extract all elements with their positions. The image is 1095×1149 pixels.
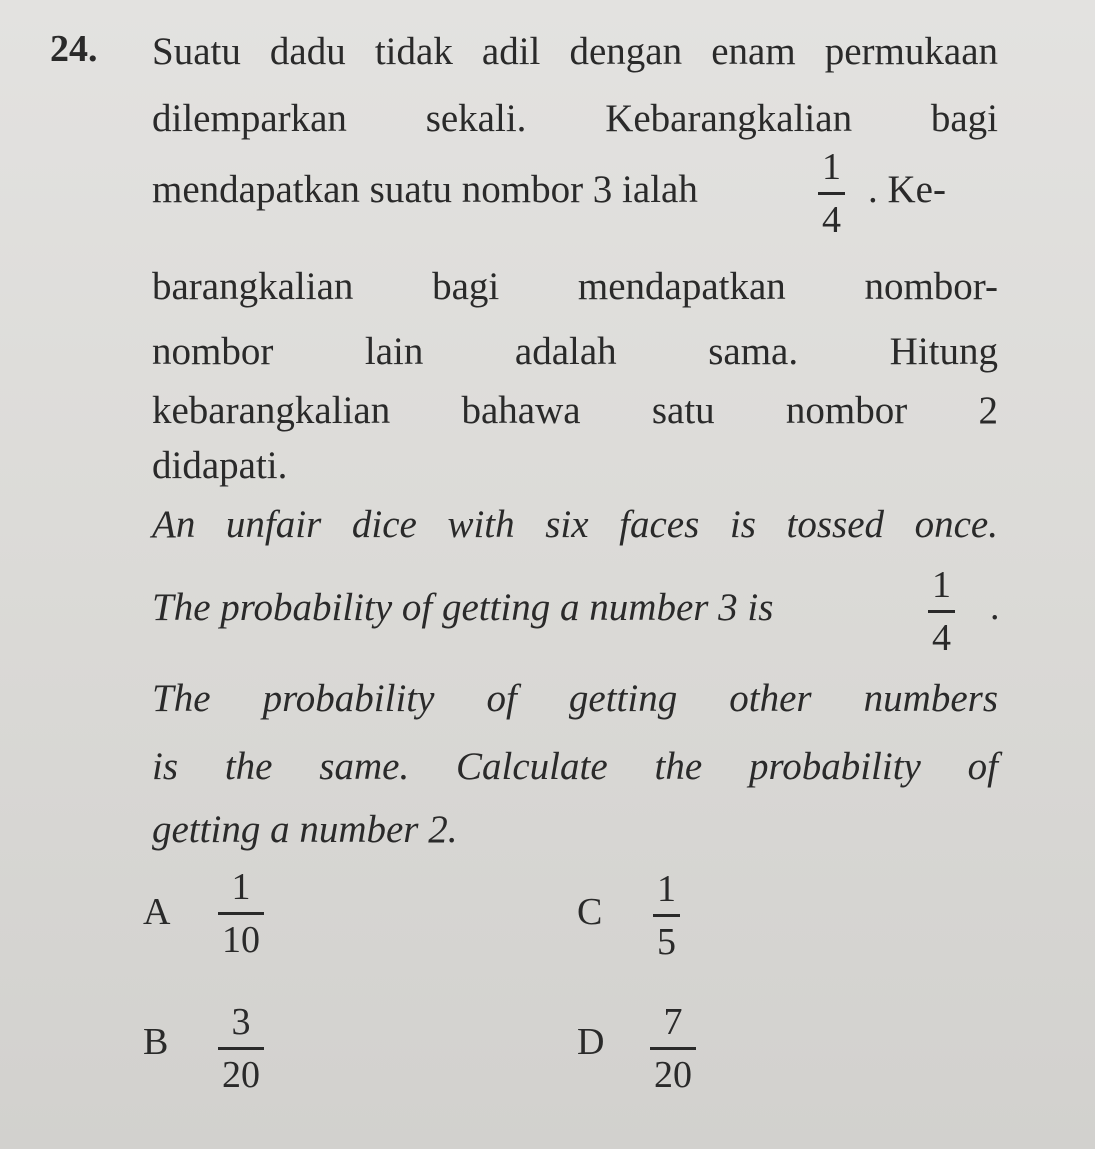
- option-c-fraction[interactable]: [653, 870, 680, 961]
- option-d-letter[interactable]: D: [577, 1021, 605, 1063]
- english-line-5: getting a number 2.: [152, 808, 458, 851]
- option-b-letter[interactable]: B: [143, 1021, 169, 1063]
- english-line-4: is the same. Calculate the probability of: [152, 745, 998, 788]
- fraction-denominator: 4: [932, 617, 951, 659]
- fraction-denominator: 10: [222, 919, 260, 961]
- option-c-letter[interactable]: C: [577, 891, 603, 933]
- english-line-2: The probability of getting a number 3 is: [152, 586, 774, 629]
- fraction-numerator: 1: [932, 564, 951, 606]
- malay-probability-fraction: [818, 148, 845, 239]
- malay-line-7: didapati.: [152, 444, 288, 487]
- fraction-numerator: 3: [231, 1001, 251, 1043]
- malay-line-3: mendapatkan suatu nombor 3 ialah: [152, 168, 698, 211]
- english-line-3: The probability of getting other numbers: [152, 677, 998, 720]
- malay-line-3-end: . Ke-: [868, 168, 946, 211]
- option-d-fraction[interactable]: [650, 1003, 696, 1094]
- option-a-letter[interactable]: A: [143, 891, 171, 933]
- english-probability-fraction: [928, 566, 955, 657]
- malay-line-5: nombor lain adalah sama. Hitung: [152, 330, 998, 373]
- fraction-numerator: 7: [663, 1001, 683, 1043]
- malay-line-6: kebarangkalian bahawa satu nombor 2: [152, 389, 998, 432]
- option-a-fraction[interactable]: [218, 868, 264, 959]
- fraction-denominator: 20: [222, 1054, 260, 1096]
- malay-line-4: barangkalian bagi mendapatkan nombor-: [152, 265, 998, 308]
- english-line-2-end: .: [990, 586, 1000, 628]
- english-line-1: An unfair dice with six faces is tossed once.: [152, 503, 998, 546]
- fraction-numerator: 1: [231, 866, 251, 908]
- option-b-fraction[interactable]: [218, 1003, 264, 1094]
- question-number: 24.: [50, 28, 98, 70]
- fraction-numerator: 1: [822, 146, 841, 188]
- fraction-denominator: 20: [654, 1054, 692, 1096]
- fraction-denominator: 4: [822, 199, 841, 241]
- fraction-numerator: 1: [657, 868, 676, 910]
- fraction-denominator: 5: [657, 921, 676, 963]
- malay-line-1: Suatu dadu tidak adil dengan enam permukaan: [152, 30, 998, 73]
- malay-line-2: dilemparkan sekali. Kebarangkalian bagi: [152, 97, 998, 140]
